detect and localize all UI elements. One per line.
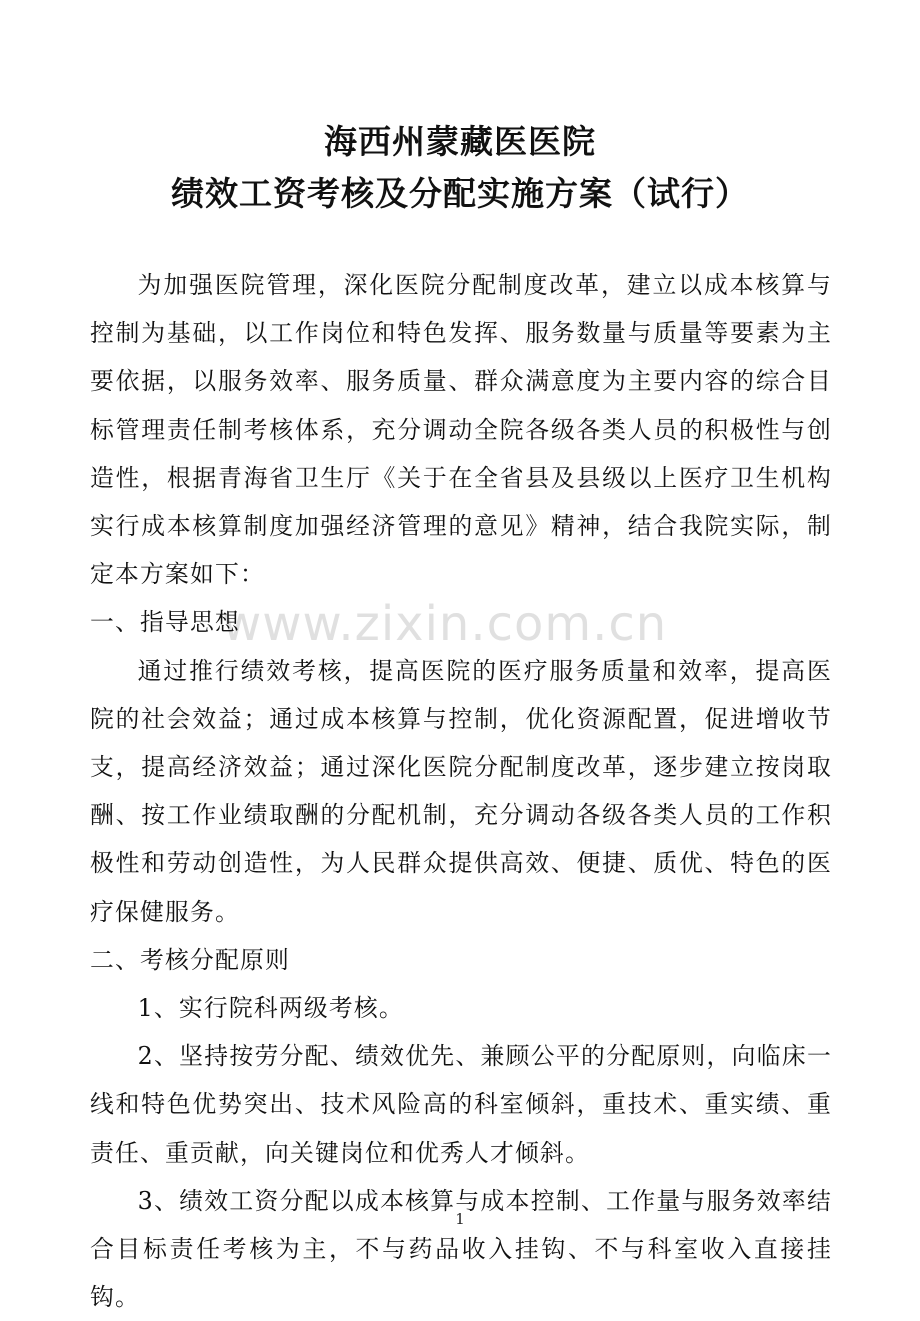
watermark: www.zixin.com.cn — [222, 596, 668, 652]
page-number: 1 — [455, 1210, 465, 1228]
document-title-line-1: 海西州蒙藏医医院 — [324, 122, 596, 161]
guiding-ideology-paragraph: 通过推行绩效考核，提高医院的医疗服务质量和效率，提高医院的社会效益；通过成本核算与控制，优化资源配置，促进增收节支，提高经济效益；通过深化医院分配制度改革，逐步建立按岗取酬、按工作业绩取酬的分配机制，充分调动各级各类人员的工作积极性和劳动创造性，为人民群众提供高效、便捷、质优、特色的医疗保健服务。 — [90, 656, 832, 926]
document-body — [90, 261, 832, 1321]
principle-item-1: 1、实行院科两级考核。 — [137, 994, 404, 1023]
section-heading-distribution-principles: 二、考核分配原则 — [90, 945, 290, 974]
principle-item-2: 2、坚持按劳分配、绩效优先、兼顾公平的分配原则，向临床一线和特色优势突出、技术风险高的科室倾斜，重技术、重实绩、重责任、重贡献，向关键岗位和优秀人才倾斜。 — [90, 1042, 832, 1167]
intro-paragraph: 为加强医院管理，深化医院分配制度改革，建立以成本核算与控制为基础，以工作岗位和特色发挥、服务数量与质量等要素为主要依据，以服务效率、服务质量、群众满意度为主要内容的综合目标管理责任制考核体系，充分调动全院各级各类人员的积极性与创造性，根据青海省卫生厅《关于在全省县及县级以上医疗卫生机构实行成本核算制度加强经济管理的意见》精神，结合我院实际，制定本方案如下： — [90, 271, 832, 589]
principle-item-3: 3、绩效工资分配以成本核算与成本控制、工作量与服务效率结合目标责任考核为主，不与药品收入挂钩、不与科室收入直接挂钩。 — [90, 1186, 832, 1312]
section-heading-guiding-ideology: 一、指导思想 — [90, 608, 240, 637]
document-title-line-2: 绩效工资考核及分配实施方案（试行） — [171, 174, 749, 213]
